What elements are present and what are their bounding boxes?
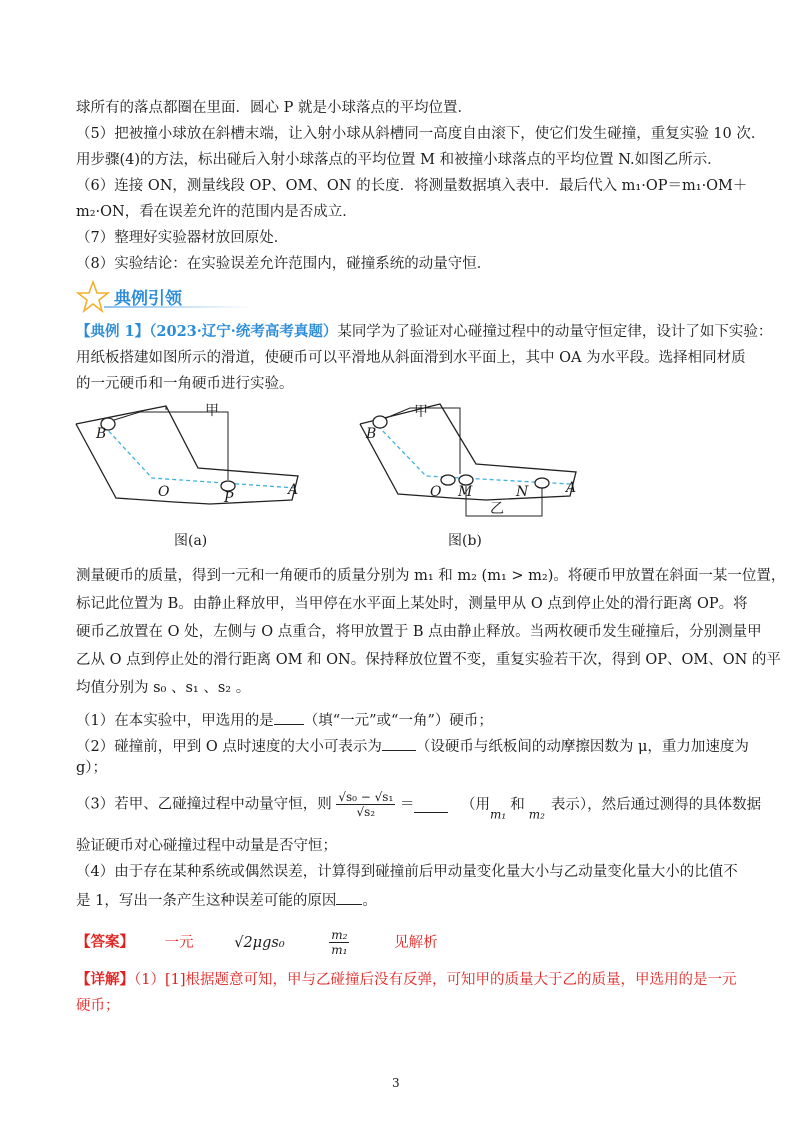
question-2-text: （2）碰撞前，甲到 O 点时速度的大小可表示为: [76, 739, 382, 755]
example-intro-line-2: 用纸板搭建如图所示的滑道，使硬币可以平滑地从斜面滑到水平面上，其中 OA 为水平段。选择相同材质: [76, 350, 746, 366]
example-intro-text: 某同学为了验证对心碰撞过程中的动量守恒定律，设计了如下实验：: [337, 324, 773, 340]
text-line-2: （5）把被撞小球放在斜槽末端，让入射小球从斜槽同一高度自由滚下，使它们发生碰撞，重复实验 10 次．: [76, 126, 766, 142]
question-3-tail: 表示），然后通过测得的具体数据: [550, 796, 762, 813]
dashed-path-b: [378, 426, 570, 484]
symbol-m2: m₂: [528, 807, 545, 822]
body-line-1: 测量硬币的质量，得到一元和一角硬币的质量分别为 m₁ 和 m₂ (m₁ > m₂)。将硬币甲放置在斜面一某一位置，: [76, 568, 786, 584]
example-source: （2023·辽宁·统考高考真题）: [149, 323, 338, 340]
text-line-3: 用步骤(4)的方法，标出碰后入射小球落点的平均位置 M 和被撞小球落点的平均位置 N.如图乙所示．: [76, 152, 722, 168]
example-intro-line-1: [76, 322, 773, 342]
question-4-line-2: 是 1，写出一条产生这种误差可能的原因 。: [76, 888, 736, 911]
detail-label: 【详解】: [76, 971, 134, 988]
question-2-hint: （设硬币与纸板间的动摩擦因数为 μ，重力加速度为: [415, 739, 749, 755]
figure-b: [356, 400, 596, 520]
page-number: 3: [392, 1076, 400, 1090]
text-line-7: （8）实验结论：在实验误差允许范围内，碰撞系统的动量守恒．: [76, 256, 492, 272]
fig-b-label-n: N: [516, 484, 529, 500]
answer-label: 【答案】: [76, 933, 134, 951]
word-and: 和: [510, 796, 525, 813]
detail-line-1: [76, 970, 736, 990]
question-1-hint: （填“一元”或“一角”）硬币；: [303, 713, 493, 729]
text-line-4: （6）连接 ON，测量线段 OP、OM、ON 的长度．将测量数据填入表中．最后代入 m₁·OP＝m₁·OM＋: [76, 178, 748, 194]
question-1-text: （1）在本实验中，甲选用的是: [76, 713, 274, 729]
question-3: （3）若甲、乙碰撞过程中动量守恒，则 $\frac{\text{√s₀ − √s₁}}{\text{√s₂}}$ ＝ （用$_{m_1}$和$_{m_2}$表示），然后通过测得的具体数据: [76, 790, 762, 822]
body-line-2: 标记此位置为 B。由静止释放甲，当甲停在水平面上某处时，测量甲从 O 点到停止处的滑行距离 OP。将: [76, 596, 748, 612]
question-4-line-1: （4）由于存在某种系统或偶然误差，计算得到碰撞前后甲动量变化量大小与乙动量变化量大小的比值不: [76, 864, 738, 880]
answer-3-denominator: m₁: [331, 943, 348, 957]
body-line-5: 均值分别为 s₀ 、s₁ 、s₂ 。: [76, 680, 251, 696]
answer-2: √2μgs₀: [234, 934, 285, 951]
example-intro-line-3: 的一元硬币和一角硬币进行实验。: [76, 376, 294, 392]
fig-b-label-a: A: [566, 480, 577, 496]
example-label: 【典例 1】: [76, 323, 150, 340]
body-line-4: 乙从 O 点到停止处的滑行距离 OM 和 ON。保持释放位置不变，重复实验若干次，得到 OP、OM、ON 的平: [76, 652, 781, 668]
fig-a-label-jia: 甲: [205, 403, 219, 419]
fig-a-label-p: P: [224, 490, 234, 506]
question-3-paren: （用: [460, 796, 490, 813]
detail-line-2: 硬币；: [76, 998, 120, 1014]
question-1: [76, 708, 736, 731]
question-4-text: 是 1，写出一条产生这种误差可能的原因: [76, 893, 337, 909]
fig-a-label-b: B: [96, 426, 107, 442]
detail-text: （1）[1]根据题意可知，甲与乙碰撞后没有反弹，可知甲的质量大于乙的质量，甲选用的是一元: [134, 972, 737, 988]
coin-at-n: [535, 478, 549, 488]
text-line-5: m₂·ON，看在误差允许的范围内是否成立．: [76, 204, 357, 220]
section-banner: [76, 278, 276, 318]
figure-a: [70, 400, 310, 512]
fig-b-label-yi: 乙: [490, 501, 504, 517]
body-line-3: 硬币乙放置在 O 处，左侧与 O 点重合，将甲放置于 B 点由静止释放。当两枚硬币发生碰撞后，分别测量甲: [76, 624, 762, 640]
answer-3-fraction: [329, 928, 349, 957]
answer-3-numerator: m₂: [331, 928, 348, 942]
fig-a-label-a: A: [288, 482, 299, 498]
symbol-m1: m₁: [489, 807, 507, 822]
fraction-denominator: √s₂: [356, 805, 376, 819]
answer-row: [76, 928, 736, 964]
answer-1: 一元: [164, 934, 194, 951]
star-icon: [76, 280, 110, 314]
question-3-cont: 验证硬币对心碰撞过程中动量是否守恒；: [76, 838, 337, 854]
section-title: 典例引领: [114, 289, 182, 309]
dashed-path: [104, 426, 296, 488]
answer-blank-3[interactable]: [414, 796, 448, 813]
text-line-1: 球所有的落点都圈在里面．圆心 P 就是小球落点的平均位置．: [76, 100, 472, 116]
fig-b-label-o: O: [430, 484, 442, 500]
coin-near-o: [441, 475, 455, 485]
fig-a-caption: 图(a): [174, 533, 208, 549]
question-2-cont: g）；: [76, 760, 108, 776]
fig-a-label-o: O: [158, 484, 170, 500]
answer-4: 见解析: [394, 934, 438, 951]
question-2: [76, 734, 749, 757]
question-3-fraction: [336, 790, 395, 819]
text-line-6: （7）整理好实验器材放回原处．: [76, 230, 289, 246]
fraction-numerator: √s₀ − √s₁: [338, 790, 394, 804]
answer-blank-1[interactable]: [274, 708, 304, 725]
fig-b-label-m: M: [458, 484, 473, 500]
question-3-text: （3）若甲、乙碰撞过程中动量守恒，则: [76, 796, 332, 813]
answer-blank-4[interactable]: [336, 888, 362, 905]
answer-blank-2[interactable]: [382, 734, 416, 751]
fig-b-label-b: B: [366, 426, 377, 442]
fig-b-label-jia: 甲: [414, 404, 428, 420]
fig-b-caption: 图(b): [448, 533, 482, 549]
